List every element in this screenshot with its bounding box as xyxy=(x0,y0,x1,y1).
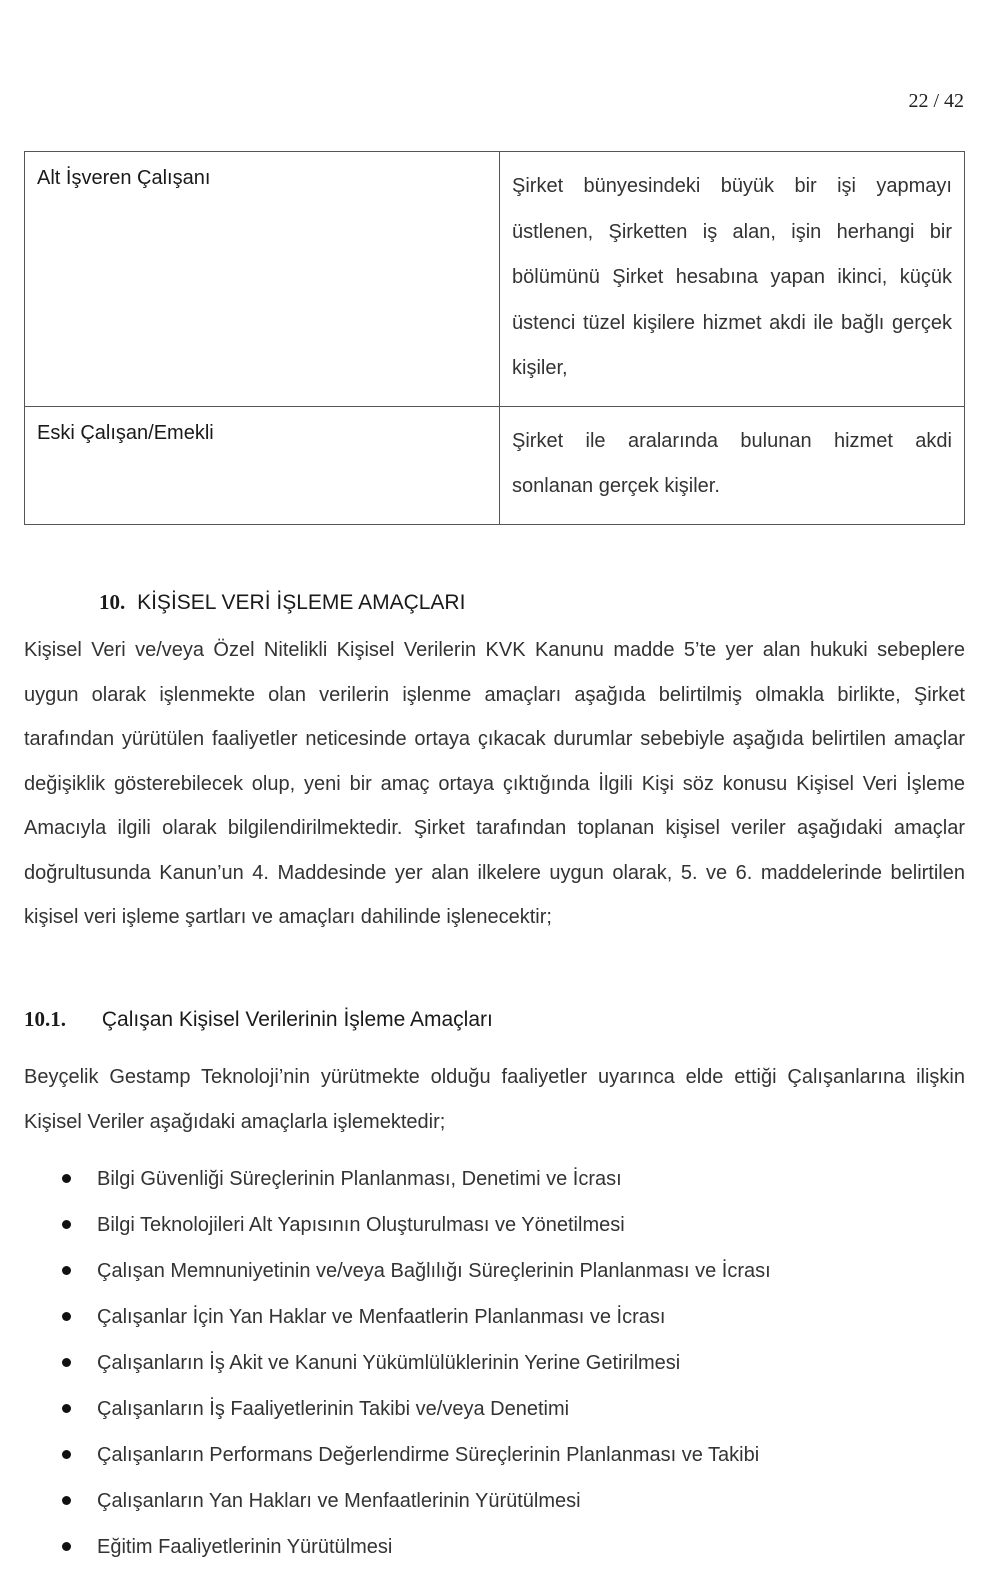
bullet-icon xyxy=(62,1312,71,1321)
definition-term: Alt İşveren Çalışanı xyxy=(25,152,500,407)
list-item-text: Çalışanların Performans Değerlendirme Süreçlerinin Planlanması ve Takibi xyxy=(97,1444,760,1466)
bullet-icon xyxy=(62,1220,71,1229)
list-item xyxy=(24,1524,965,1570)
definition-description: Şirket bünyesindeki büyük bir işi yapmayı üstlenen, Şirketten iş alan, işin herhangi bir bölümünü Şirket hesabına yapan ikinci, küçük üstenci tüzel kişilere hizmet akdi ile bağlı gerçek kişiler, xyxy=(500,152,965,407)
definition-row xyxy=(25,152,965,407)
section-paragraph: Kişisel Veri ve/veya Özel Nitelikli Kişisel Verilerin KVK Kanunu madde 5’te yer alan hukuki sebeplere uygun olarak işlenmekte olan verilerin işlenme amaçları aşağıda belirtilmiş olmakla birlikte, Şirket tarafından yürütülen faaliyetler neticesinde ortaya çıkacak durumlar sebebiyle aşağıda belirtilen amaçlar değişiklik gösterebilecek olup, yeni bir amaç ortaya çıktığında İlgili Kişi söz konusu Kişisel Veri İşleme Amacıyla ilgili olarak bilgilendirilmektedir. Şirket tarafından toplanan kişisel veriler aşağıdaki amaçlar doğrultusunda Kanun’un 4. Maddesinde yer alan ilkelere uygun olarak, 5. ve 6. maddelerinde belirtilen kişisel veri işleme şartları ve amaçları dahilinde işlenecektir; xyxy=(24,639,965,928)
list-item-text: Çalışanların Yan Hakları ve Menfaatlerinin Yürütülmesi xyxy=(97,1490,581,1512)
list-item-text: Eğitim Faaliyetlerinin Yürütülmesi xyxy=(97,1536,393,1558)
page-number: 22 / 42 xyxy=(908,90,964,112)
list-item-text: Bilgi Teknolojileri Alt Yapısının Oluşturulması ve Yönetilmesi xyxy=(97,1214,625,1236)
subsection-title: Çalışan Kişisel Verilerinin İşleme Amaçları xyxy=(101,1008,493,1031)
definitions-table xyxy=(24,151,965,525)
bullet-icon xyxy=(62,1542,71,1551)
bullet-icon xyxy=(62,1266,71,1275)
list-item xyxy=(24,1386,965,1432)
definition-term: Eski Çalışan/Emekli xyxy=(25,406,500,524)
list-item xyxy=(24,1340,965,1386)
definition-row xyxy=(25,406,965,524)
bullet-icon xyxy=(62,1404,71,1413)
list-item xyxy=(24,1432,965,1478)
list-item-text: Çalışan Memnuniyetinin ve/veya Bağlılığı Süreçlerinin Planlanması ve İcrası xyxy=(97,1260,771,1282)
subsection-heading xyxy=(24,1007,493,1032)
list-item xyxy=(24,1248,965,1294)
list-item-text: Çalışanların İş Faaliyetlerinin Takibi ve/veya Denetimi xyxy=(97,1398,570,1420)
section-title: KİŞİSEL VERİ İŞLEME AMAÇLARI xyxy=(137,591,466,614)
list-item-text: Bilgi Güvenliği Süreçlerinin Planlanması, Denetimi ve İcrası xyxy=(97,1168,622,1190)
bullet-icon xyxy=(62,1174,71,1183)
list-item xyxy=(24,1156,965,1202)
list-item-text: Çalışanların İş Akit ve Kanuni Yükümlülüklerinin Yerine Getirilmesi xyxy=(97,1352,681,1374)
list-item xyxy=(24,1202,965,1248)
list-item-text: Çalışanlar İçin Yan Haklar ve Menfaatlerin Planlanması ve İcrası xyxy=(97,1306,666,1328)
section-heading xyxy=(99,590,465,615)
bullet-icon xyxy=(62,1450,71,1459)
purpose-list xyxy=(24,1156,965,1570)
list-item xyxy=(24,1478,965,1524)
section-number: 10. xyxy=(99,590,126,614)
bullet-icon xyxy=(62,1496,71,1505)
list-item xyxy=(24,1294,965,1340)
bullet-icon xyxy=(62,1358,71,1367)
subsection-paragraph: Beyçelik Gestamp Teknoloji’nin yürütmekte olduğu faaliyetler uyarınca elde ettiği Çalışanlarına ilişkin Kişisel Veriler aşağıdaki amaçlarla işlemektedir; xyxy=(24,1066,965,1133)
subsection-number: 10.1. xyxy=(24,1007,66,1031)
definition-description: Şirket ile aralarında bulunan hizmet akdi sonlanan gerçek kişiler. xyxy=(500,406,965,524)
